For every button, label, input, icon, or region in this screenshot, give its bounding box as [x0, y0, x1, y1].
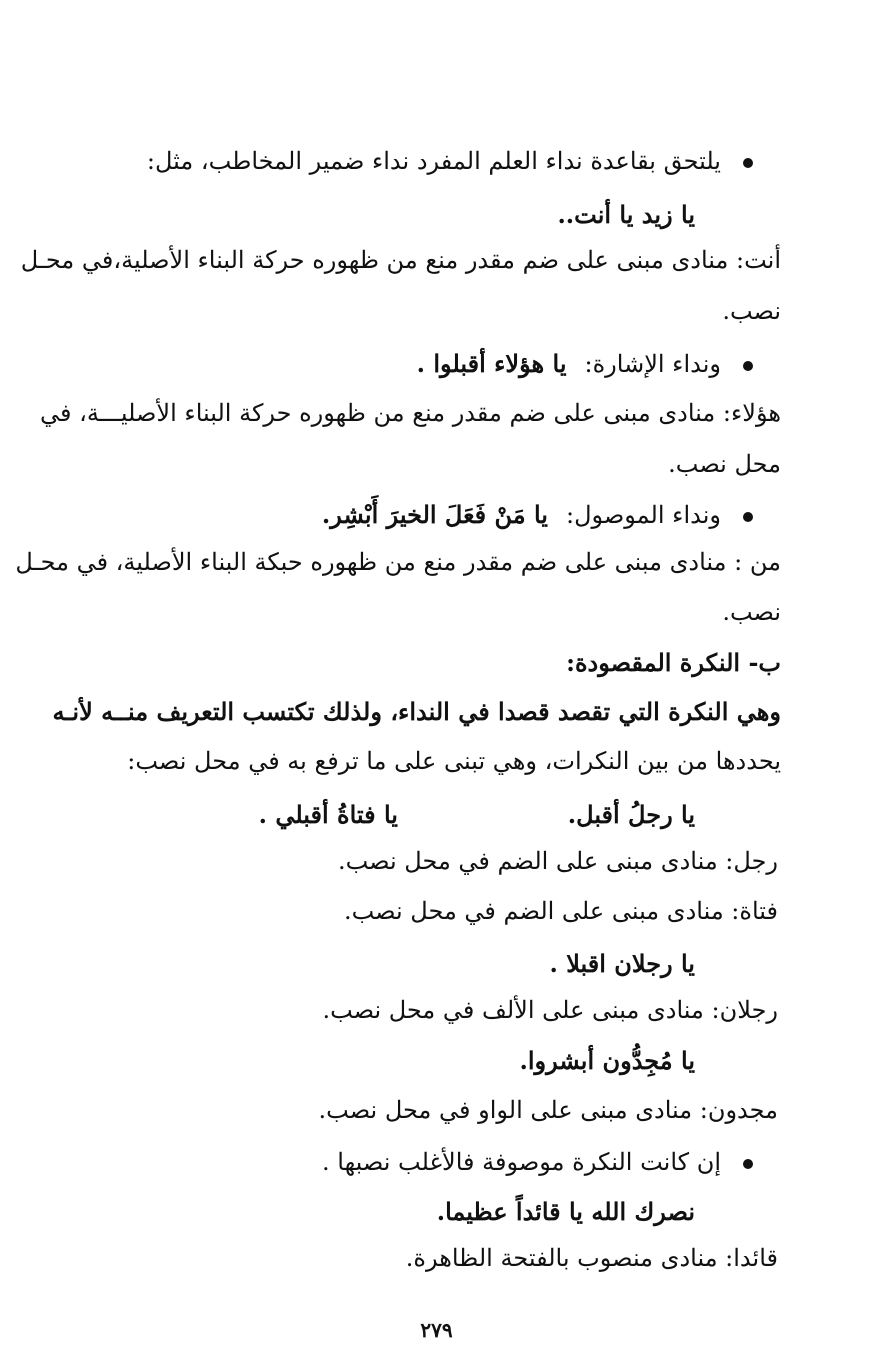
example-line: نصرك الله يا قائداً عظيما. [436, 1197, 695, 1226]
bullet-item-relative [322, 500, 753, 530]
paragraph-line: رجلان: منادى مبنى على الألف في محل نصب. [322, 996, 778, 1024]
paragraph-line: يحددها من بين النكرات، وهي تبنى على ما ترفع به في محل نصب: [127, 747, 781, 775]
paragraph-line: فتاة: منادى مبنى على الضم في محل نصب. [343, 897, 778, 925]
paragraph-line: نصب. [722, 598, 781, 626]
bullet-icon [743, 1159, 753, 1169]
bullet-text: إن كانت النكرة موصوفة فالأغلب نصبها . [322, 1148, 721, 1176]
bullet-item-described [322, 1147, 753, 1177]
paragraph-line: هؤلاء: منادى مبنى على ضم مقدر منع من ظهوره حركة البناء الأصليـــة، في [40, 399, 781, 427]
paragraph-line: أنت: منادى مبنى على ضم مقدر منع من ظهوره حركة البناء الأصلية،في محـل [20, 246, 781, 274]
paragraph-line: رجل: منادى مبنى على الضم في محل نصب. [337, 847, 778, 875]
example-line: يا زيد يا أنت.. [557, 200, 695, 229]
bullet-icon [743, 361, 753, 371]
section-heading: ب- النكرة المقصودة: [566, 648, 781, 677]
bullet-example: يا هؤلاء أقبلوا . [416, 349, 567, 378]
paragraph-line: محل نصب. [668, 450, 781, 478]
example-line: يا مُجِدُّون أبشروا. [519, 1046, 695, 1075]
bullet-item-pronoun [147, 146, 753, 176]
bullet-item-demonstrative [417, 349, 753, 379]
paragraph-line: وهي النكرة التي تقصد قصدا في النداء، ولذلك تكتسب التعريف منــه لأنـه [52, 697, 781, 726]
paragraph-line: نصب. [722, 297, 781, 325]
paragraph-line: من : منادى مبنى على ضم مقدر منع من ظهوره حبكة البناء الأصلية، في محـل [15, 548, 781, 576]
bullet-icon [743, 512, 753, 522]
bullet-text: يلتحق بقاعدة نداء العلم المفرد نداء ضمير المخاطب، مثل: [146, 147, 721, 175]
bullet-text: ونداء الإشارة: [584, 350, 721, 378]
page-number: ٢٧٩ [420, 1318, 453, 1342]
example-line: يا رجلُ أقبل. [567, 800, 695, 829]
example-line: يا فتاةُ أقبلي . [258, 800, 398, 829]
paragraph-line: مجدون: منادى مبنى على الواو في محل نصب. [318, 1096, 778, 1124]
bullet-example: يا مَنْ فَعَلَ الخيرَ أَبْشِر. [321, 500, 548, 529]
example-line: يا رجلان اقبلا . [549, 949, 695, 978]
bullet-text: ونداء الموصول: [565, 501, 721, 529]
bullet-icon [743, 158, 753, 168]
paragraph-line: قائدا: منادى منصوب بالفتحة الظاهرة. [405, 1244, 778, 1272]
